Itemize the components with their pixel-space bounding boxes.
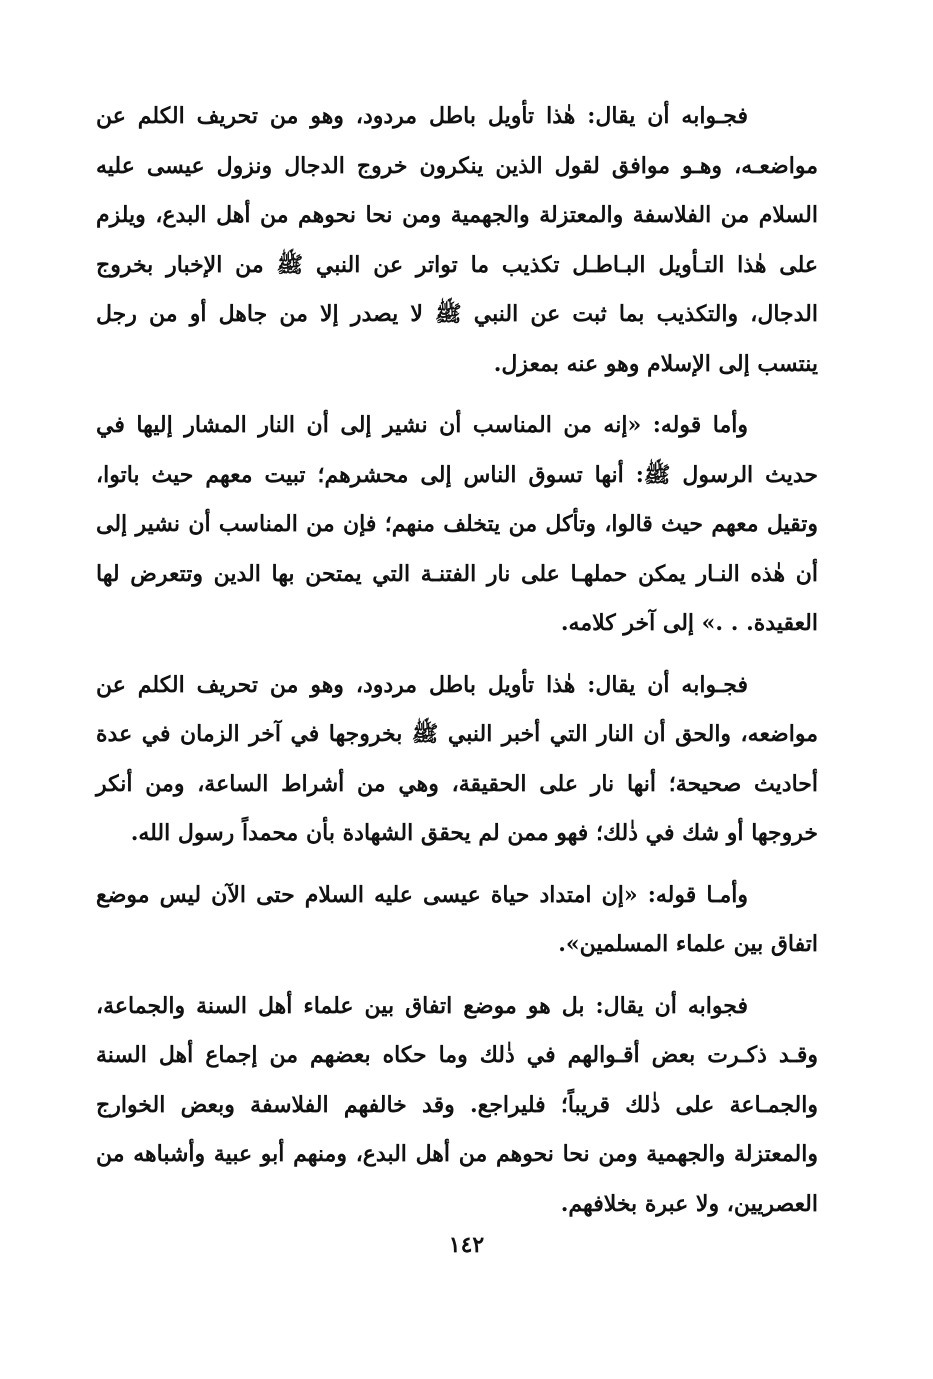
paragraph-2: وأما قوله: «إنه من المناسب أن نشير إلى أن النار المشار إليها في حديث الرسول ﷺ: أنها تسوق الناس إلى محشرهم؛ تبيت معهم حيث باتوا، وتقيل معهم حيث قالوا، وتأكل من يتخلف منهم؛ فإن من المناسب أن نشير إلى أن هٰذه النـار يمكن حملهـا على نار الفتنـة التي يمتحن بها الدين وتتعرض لها العقيدة. . .» إلى آخر كلامه.	[96, 412, 818, 636]
paragraph-3: فجـوابه أن يقال: هٰذا تأويل باطل مردود، وهو من تحريف الكلم عن مواضعه، والحق أن النار التي أخبر النبي ﷺ بخروجها في آخر الزمان في عدة أحاديث صحيحة؛ أنها نار على الحقيقة، وهي من أشراط الساعة، ومن أنكر خروجها أو شك في ذٰلك؛ فهو ممن لم يحقق الشهادة بأن محمداً رسول الله.	[96, 671, 818, 846]
paragraph-4: وأمـا قوله: «إن امتداد حياة عيسى عليه السلام حتى الآن ليس موضع اتفاق بين علماء المسلمين».	[96, 881, 818, 957]
page-number: ١٤٢	[448, 1232, 485, 1258]
paragraph-1: فجـوابه أن يقال: هٰذا تأويل باطل مردود، وهو من تحريف الكلم عن مواضعـه، وهـو موافق لقول الذين ينكرون خروج الدجال ونزول عيسى عليه السلام من الفلاسفة والمعتزلة والجهمية ومن نحا نحوهم من أهل البدع، ويلزم على هٰذا التـأويل البـاطـل تكذيب ما تواتر عن النبي ﷺ من الإخبار بخروج الدجال، والتكذيب بما ثبت عن النبي ﷺ لا يصدر إلا من جاهل أو من رجل ينتسب إلى الإسلام وهو عنه بمعزل.	[96, 103, 818, 377]
body-text	[96, 92, 818, 1241]
paragraph-5: فجوابه أن يقال: بل هو موضع اتفاق بين علماء أهل السنة والجماعة، وقـد ذكـرت بعض أقـوالهم في ذٰلك وما حكاه بعضهم من إجماع أهل السنة والجمـاعة على ذٰلك قريباً؛ فليراجع. وقد خالفهم الفلاسفة وبعض الخوارج والمعتزلة والجهمية ومن نحا نحوهم من أهل البدع، ومنهم أبو عبية وأشباهه من العصريين، ولا عبرة بخلافهم.	[96, 992, 818, 1217]
